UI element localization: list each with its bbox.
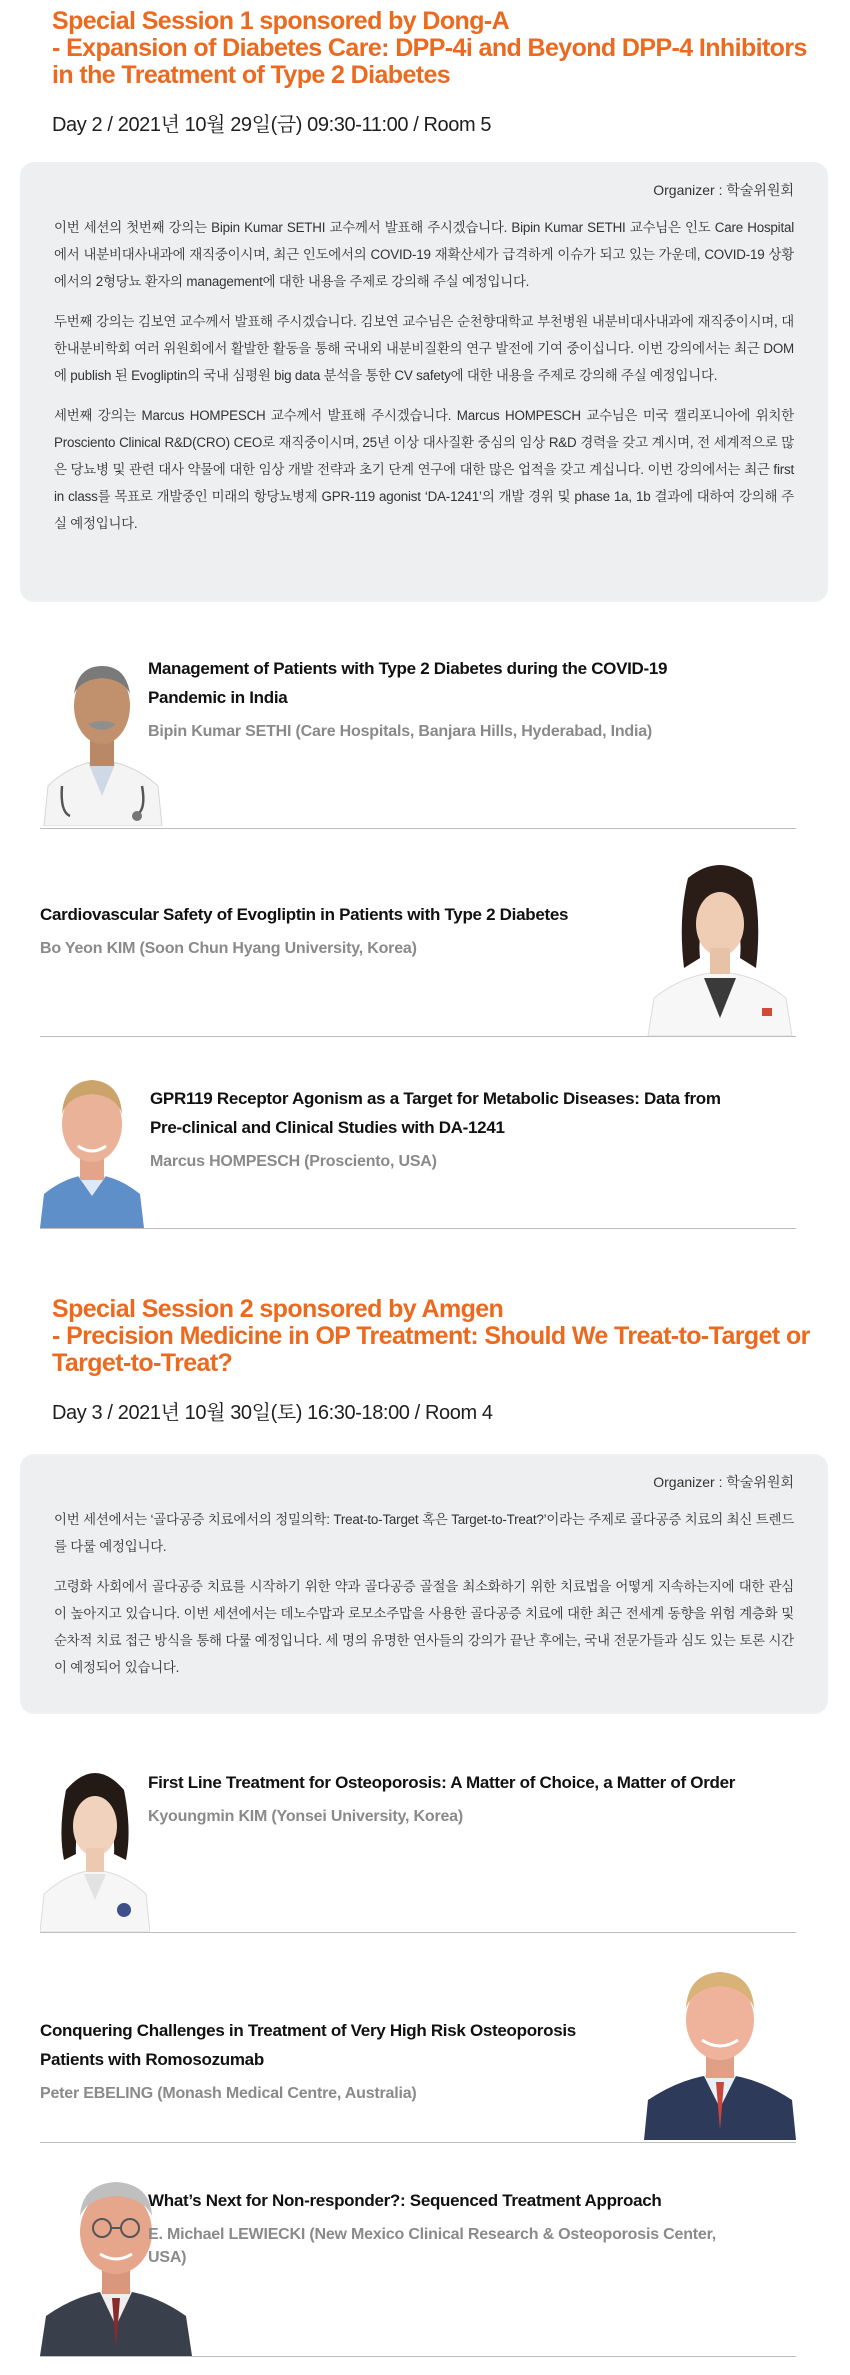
talk-title: Conquering Challenges in Treatment of Very High Risk Osteoporosis Patients with Romosozumab <box>40 2021 576 2069</box>
talk-title: First Line Treatment for Osteoporosis: A Matter of Choice, a Matter of Order <box>148 1773 736 1792</box>
talk-speaker: Kyoungmin KIM (Yonsei University, Korea) <box>148 1808 464 1825</box>
speaker-photo-ebeling <box>644 1958 796 2140</box>
talk-title: What’s Next for Non-responder?: Sequenced Treatment Approach <box>148 2191 662 2210</box>
talk-speaker: Peter EBELING (Monash Medical Centre, Australia) <box>40 2085 417 2102</box>
speaker-photo-kim-kyoungmin <box>40 1750 150 1932</box>
talk-info <box>150 1084 750 1173</box>
session2-description-box <box>20 1454 828 1714</box>
session1-talk-2 <box>40 840 796 1037</box>
session2-title-line3: Target-to-Treat? <box>52 1349 233 1377</box>
session2-organizer: Organizer : 학술위원회 <box>653 1474 794 1490</box>
session2-paragraph-1: 이번 세션에서는 ‘골다공증 치료에서의 정밀의학: Treat-to-Target 혹은 Target-to-Treat?’이라는 주제로 골다공증 치료의 최신 트렌드를 다룰 예정입니다. <box>54 1512 794 1554</box>
talk-info <box>40 2016 620 2105</box>
talk-speaker: Marcus HOMPESCH (Prosciento, USA) <box>150 1153 437 1170</box>
session2-paragraph-2: 고령화 사회에서 골다공증 치료를 시작하기 위한 약과 골다공증 골절을 최소화하기 위한 치료법을 어떻게 지속하는지에 대한 관심이 높아지고 있습니다. 이번 세션에서는 데노수맙과 로모소주맙을 사용한 골다공증 치료에 대한 최근 전세계 동향을 위험 계층화 및 순차적 치료 접근 방식을 통해 다룰 예정입니다. 세 명의 유명한 연사들의 강의가 끝난 후에는, 국내 전문가들과 심도 있는 토론 시간이 예정되어 있습니다. <box>54 1579 794 1675</box>
session2-title-line2: - Precision Medicine in OP Treatment: Should We Treat-to-Target or <box>52 1322 810 1350</box>
talk-title: Cardiovascular Safety of Evogliptin in Patients with Type 2 Diabetes <box>40 905 569 924</box>
session2-talk-2 <box>40 1950 796 2143</box>
session1-paragraph-1: 이번 세션의 첫번째 강의는 Bipin Kumar SETHI 교수께서 발표해 주시겠습니다. Bipin Kumar SETHI 교수님은 인도 Care Hospital에서 내분비대사내과에 재직중이시며, 최근 인도에서의 COVID-19 재확산세가 급격하게 이슈가 되고 있는 가운데, COVID-19 상황에서의 2형당뇨 환자의 management에 대한 내용을 주제로 강의해 주실 예정입니다. <box>54 220 794 289</box>
session1-time: Day 2 / 2021년 10월 29일(금) 09:30-11:00 / Room 5 <box>52 114 492 136</box>
session1-paragraph-3: 세번째 강의는 Marcus HOMPESCH 교수께서 발표해 주시겠습니다. Marcus HOMPESCH 교수님은 미국 캘리포니아에 위치한 Prosciento Clinical R&D(CRO) CEO로 재직중이시며, 25년 이상 대사질환 중심의 임상 R&D 경력을 갖고 계시며, 전 세계적으로 많은 당뇨병 및 관련 대사 약물에 대한 임상 개발 전략과 초기 단계 연구에 대한 많은 업적을 갖고 계십니다. 이번 강의에서는 최근 first in class를 목표로 개발중인 미래의 항당뇨병제 GPR-119 agonist ‘DA-1241’의 개발 경위 및 phase 1a, 1b 결과에 대하여 강의해 주실 예정입니다. <box>54 408 794 531</box>
session1-organizer: Organizer : 학술위원회 <box>653 182 794 198</box>
talk-speaker: E. Michael LEWIECKI (New Mexico Clinical Research & Osteoporosis Center, USA) <box>148 2226 716 2266</box>
session2-talk-1 <box>40 1740 796 1933</box>
talk-title: Management of Patients with Type 2 Diabetes during the COVID-19 Pandemic in India <box>148 659 668 707</box>
speaker-photo-hompesch <box>40 1062 144 1228</box>
session1-description-box <box>20 162 828 602</box>
session2-title-line1: Special Session 2 sponsored by Amgen <box>52 1295 504 1323</box>
session2-time: Day 3 / 2021년 10월 30일(토) 16:30-18:00 / Room 4 <box>52 1402 493 1424</box>
session1-title-line2: - Expansion of Diabetes Care: DPP-4i and Beyond DPP-4 Inhibitors <box>52 34 807 62</box>
talk-info <box>148 1768 748 1828</box>
session2-talk-3 <box>40 2150 796 2357</box>
speaker-photo-sethi <box>40 636 164 826</box>
session1-title-line3: in the Treatment of Type 2 Diabetes <box>52 61 451 89</box>
talk-speaker: Bo Yeon KIM (Soon Chun Hyang University, Korea) <box>40 940 417 957</box>
session1-title <box>52 8 832 89</box>
session1-paragraph-2: 두번째 강의는 김보연 교수께서 발표해 주시겠습니다. 김보연 교수님은 순천향대학교 부천병원 내분비대사내과에 재직중이시며, 대한내분비학회 여러 위원회에서 활발한 활동을 통해 국내외 내분비질환의 연구 발전에 기여 중이십니다. 이번 강의에서는 최근 DOM에 publish 된 Evogliptin의 국내 심평원 big data 분석을 통한 CV safety에 대한 내용을 주제로 강의해 주실 예정입니다. <box>54 314 794 383</box>
talk-title: GPR119 Receptor Agonism as a Target for Metabolic Diseases: Data from Pre-clinical and Clinical Studies with DA-1241 <box>150 1089 721 1137</box>
session1-title-line1: Special Session 1 sponsored by Dong-A <box>52 7 510 35</box>
talk-info <box>148 2186 748 2269</box>
talk-speaker: Bipin Kumar SETHI (Care Hospitals, Banjara Hills, Hyderabad, India) <box>148 723 653 740</box>
session1-talk-1 <box>40 630 796 829</box>
talk-info <box>40 900 640 960</box>
speaker-photo-kim-boyeon <box>644 848 796 1036</box>
talk-info <box>148 654 748 743</box>
session2-title <box>52 1296 832 1377</box>
session1-talk-3 <box>40 1048 796 1229</box>
